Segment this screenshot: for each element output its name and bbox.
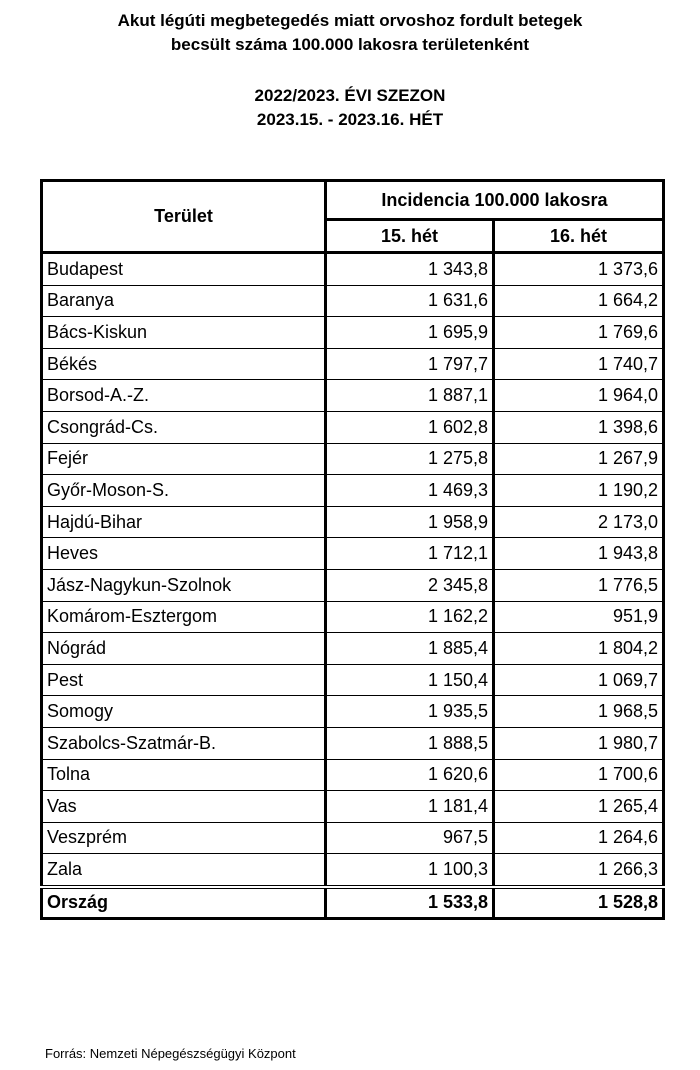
row-area: Baranya: [42, 285, 326, 317]
table-row: [42, 475, 664, 507]
table-row: [42, 443, 664, 475]
row-week-15: 1 631,6: [326, 285, 494, 317]
row-week-16: 1 804,2: [494, 633, 664, 665]
row-area: Hajdú-Bihar: [42, 506, 326, 538]
row-week-16: 1 776,5: [494, 569, 664, 601]
row-week-16: 1 943,8: [494, 538, 664, 570]
row-area: Pest: [42, 664, 326, 696]
table-row: [42, 411, 664, 443]
row-area: Veszprém: [42, 822, 326, 854]
week-range-line: 2023.15. - 2023.16. HÉT: [256, 110, 444, 129]
row-week-16: 2 173,0: [494, 506, 664, 538]
row-area: Békés: [42, 348, 326, 380]
row-area: Szabolcs-Szatmár-B.: [42, 727, 326, 759]
source-note: Forrás: Nemzeti Népegészségügyi Központ: [45, 1046, 296, 1061]
row-area: Fejér: [42, 443, 326, 475]
table-row: [42, 822, 664, 854]
total-week-16: 1 528,8: [494, 887, 664, 919]
table-row: [42, 348, 664, 380]
row-area: Vas: [42, 791, 326, 823]
row-week-16: 951,9: [494, 601, 664, 633]
row-week-15: 1 695,9: [326, 317, 494, 349]
row-week-16: 1 266,3: [494, 854, 664, 887]
report-title-line-1: Akut légúti megbetegedés miatt orvoshoz fordult betegek: [117, 11, 583, 30]
row-week-15: 1 885,4: [326, 633, 494, 665]
table-header: [42, 181, 664, 253]
row-week-15: 1 469,3: [326, 475, 494, 507]
row-week-16: 1 740,7: [494, 348, 664, 380]
row-week-16: 1 069,7: [494, 664, 664, 696]
row-week-15: 1 797,7: [326, 348, 494, 380]
row-week-16: 1 980,7: [494, 727, 664, 759]
table-row: [42, 569, 664, 601]
row-week-15: 1 935,5: [326, 696, 494, 728]
row-week-15: 1 887,1: [326, 380, 494, 412]
table-row: [42, 696, 664, 728]
table-row: [42, 791, 664, 823]
row-week-15: 967,5: [326, 822, 494, 854]
row-area: Tolna: [42, 759, 326, 791]
row-area: Somogy: [42, 696, 326, 728]
total-area: Ország: [42, 887, 326, 919]
table-body: [42, 253, 664, 919]
row-week-15: 1 602,8: [326, 411, 494, 443]
table-row: [42, 664, 664, 696]
row-week-15: 2 345,8: [326, 569, 494, 601]
table-row: [42, 285, 664, 317]
table-row: [42, 854, 664, 887]
row-week-15: 1 162,2: [326, 601, 494, 633]
row-area: Budapest: [42, 253, 326, 286]
table-row: [42, 601, 664, 633]
row-week-16: 1 964,0: [494, 380, 664, 412]
row-area: Jász-Nagykun-Szolnok: [42, 569, 326, 601]
row-week-15: 1 100,3: [326, 854, 494, 887]
total-week-15: 1 533,8: [326, 887, 494, 919]
row-week-16: 1 373,6: [494, 253, 664, 286]
row-week-15: 1 343,8: [326, 253, 494, 286]
table-row: [42, 538, 664, 570]
row-week-15: 1 181,4: [326, 791, 494, 823]
row-week-16: 1 664,2: [494, 285, 664, 317]
row-area: Csongrád-Cs.: [42, 411, 326, 443]
row-area: Bács-Kiskun: [42, 317, 326, 349]
table-row: [42, 633, 664, 665]
table-row: [42, 317, 664, 349]
total-row: [42, 887, 664, 919]
season-line: 2022/2023. ÉVI SZEZON: [254, 86, 446, 105]
season-heading: [0, 84, 700, 132]
row-week-15: 1 150,4: [326, 664, 494, 696]
report-title-line-2: becsült száma 100.000 lakosra területenként: [170, 35, 530, 54]
row-week-16: 1 769,6: [494, 317, 664, 349]
incidence-table: [40, 179, 665, 920]
table-row: [42, 253, 664, 286]
header-week-16: 16. hét: [494, 220, 664, 253]
table-row: [42, 380, 664, 412]
row-week-16: 1 398,6: [494, 411, 664, 443]
row-week-15: 1 620,6: [326, 759, 494, 791]
row-area: Borsod-A.-Z.: [42, 380, 326, 412]
row-week-16: 1 190,2: [494, 475, 664, 507]
row-week-15: 1 958,9: [326, 506, 494, 538]
table-row: [42, 506, 664, 538]
row-week-16: 1 700,6: [494, 759, 664, 791]
row-area: Heves: [42, 538, 326, 570]
row-area: Nógrád: [42, 633, 326, 665]
row-week-16: 1 265,4: [494, 791, 664, 823]
row-area: Győr-Moson-S.: [42, 475, 326, 507]
header-incidence: Incidencia 100.000 lakosra: [326, 181, 664, 220]
row-week-15: 1 275,8: [326, 443, 494, 475]
row-week-15: 1 712,1: [326, 538, 494, 570]
row-area: Zala: [42, 854, 326, 887]
row-week-15: 1 888,5: [326, 727, 494, 759]
table-row: [42, 759, 664, 791]
row-week-16: 1 968,5: [494, 696, 664, 728]
header-week-15: 15. hét: [326, 220, 494, 253]
row-week-16: 1 264,6: [494, 822, 664, 854]
row-area: Komárom-Esztergom: [42, 601, 326, 633]
report-title: [0, 9, 700, 57]
row-week-16: 1 267,9: [494, 443, 664, 475]
table-row: [42, 727, 664, 759]
header-area: Terület: [42, 181, 326, 253]
